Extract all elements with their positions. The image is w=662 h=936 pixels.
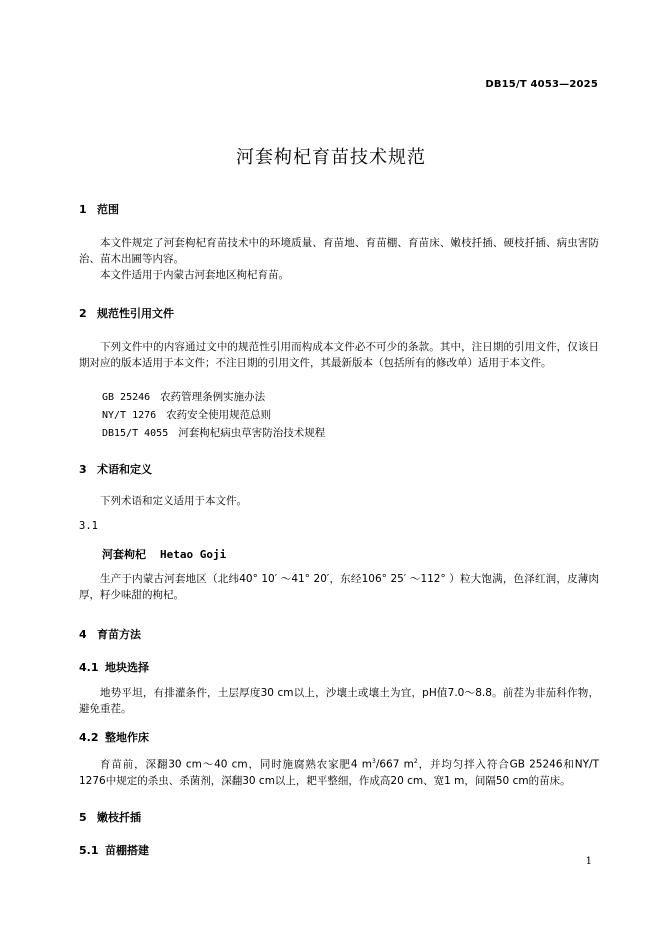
subsection-title: 地块选择 [105,661,149,674]
section-heading-1 [79,201,119,217]
subsection-title: 整地作床 [105,731,149,744]
section-heading-5 [79,809,141,825]
subsection-heading-5-1 [79,842,149,858]
subsection-heading-4-1 [79,659,149,675]
term-entry [102,546,226,562]
paragraph: 本文件规定了河套枸杞育苗技术中的环境质量、育苗地、育苗棚、育苗床、嫩枝扦插、硬枝扦插、病虫害防治、苗木出圃等内容。 [79,237,599,265]
text-run: /667 m [375,758,414,771]
section-heading-2 [79,305,174,321]
section-number: 2 [79,307,87,320]
section-heading-3 [79,461,152,477]
reference-code: DB15/T 4055 [102,428,169,439]
term-definition: 生产于内蒙古河套地区（北纬40° 10′ ～41° 20′，东经106° 25′ ～112° ）粒大饱满，色泽红润，皮薄肉厚，籽少味甜的枸杞。 [79,573,599,601]
section-number: 3 [79,463,87,476]
page-number: 1 [585,856,592,867]
text-run: 育苗前，深翻30 cm～40 cm，同时施腐熟农家肥4 m [100,758,373,771]
normative-reference [102,389,265,404]
subsection-heading-4-2 [79,729,149,745]
document-number: DB15/T 4053—2025 [485,79,598,90]
text-run: ，并均匀拌入符合GB 25246和NY/T 1276中规定的杀虫、杀菌剂，深翻30 cm以上，耙平整细，作成高20 cm、宽1 m，间隔50 cm的苗床。 [79,758,599,787]
reference-code: NY/T 1276 [102,410,157,421]
section-title: 规范性引用文件 [97,307,174,320]
paragraph: 地势平坦，有排灌条件，土层厚度30 cm以上，沙壤土或壤土为宜，pH值7.0～8.8。前茬为非茄科作物，避免重茬。 [79,687,599,715]
section-number: 5 [79,811,87,824]
reference-title: 农药安全使用规范总则 [166,409,272,421]
paragraph [79,754,599,789]
document-title: 河套枸杞育苗技术规范 [236,147,426,168]
normative-reference [102,407,271,422]
term-chinese: 河套枸杞 [102,548,146,561]
paragraph: 下列术语和定义适用于本文件。 [100,495,247,507]
subsection-number: 4.2 [79,731,99,744]
paragraph: 下列文件中的内容通过文中的规范性引用而构成本文件必不可少的条款。其中，注日期的引用文件，仅该日期对应的版本适用于本文件；不注日期的引用文件，其最新版本（包括所有的修改单）适用于本文件。 [79,341,599,369]
superscript: 3 [372,758,376,765]
reference-code: GB 25246 [102,392,151,403]
subsection-number: 5.1 [79,844,99,857]
reference-title: 河套枸杞病虫草害防治技术规程 [178,427,326,439]
term-english: Hetao Goji [160,548,227,561]
section-title: 育苗方法 [97,628,141,641]
normative-reference [102,425,325,440]
superscript: 2 [413,758,418,765]
paragraph: 本文件适用于内蒙古河套地区枸杞育苗。 [100,269,289,281]
reference-title: 农药管理条例实施办法 [160,391,266,403]
section-title: 术语和定义 [97,463,152,476]
subsection-number: 4.1 [79,661,99,674]
section-heading-4 [79,626,141,642]
section-title: 范围 [97,203,119,216]
section-number: 4 [79,628,87,641]
subsection-number: 3.1 [79,520,98,532]
section-title: 嫩枝扦插 [97,811,141,824]
subsection-title: 苗棚搭建 [105,844,149,857]
section-number: 1 [79,203,87,216]
